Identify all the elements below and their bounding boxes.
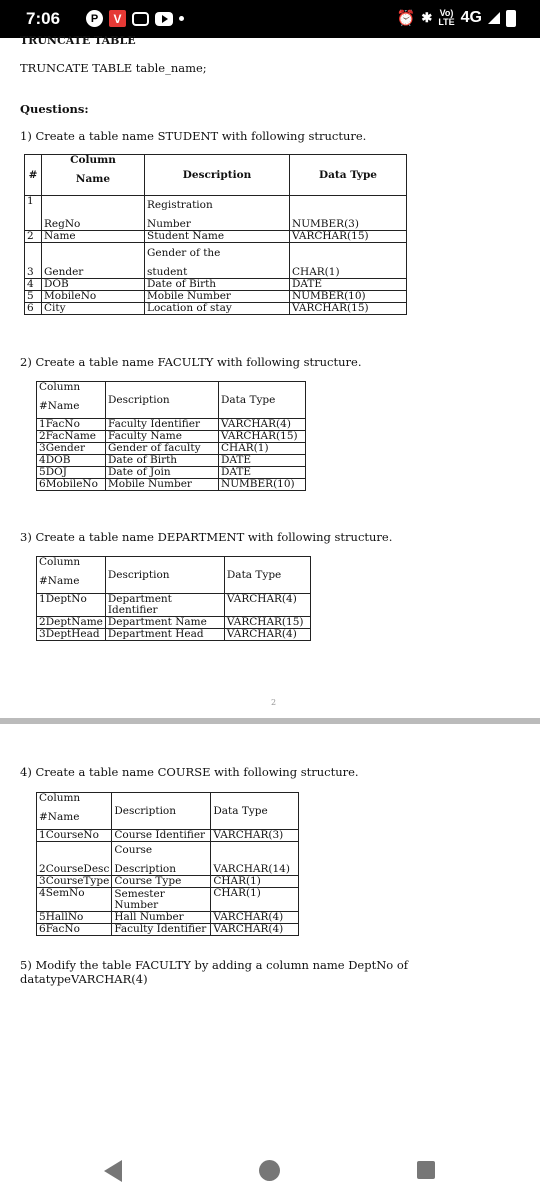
table-row: 5DOJ Date of Join DATE bbox=[37, 467, 306, 479]
page-number: 2 bbox=[271, 698, 277, 707]
system-icons bbox=[397, 9, 516, 27]
cut-heading: TRUNCATE TABLE bbox=[20, 34, 136, 47]
question-3: 3) Create a table name DEPARTMENT with following structure. bbox=[20, 530, 393, 544]
department-table bbox=[36, 556, 311, 641]
table-row: 6MobileNo Mobile Number NUMBER(10) bbox=[37, 479, 306, 491]
question-5-line-1: 5) Modify the table FACULTY by adding a column name DeptNo of bbox=[20, 958, 409, 972]
table-header-row: Column #Name Description Data Type bbox=[37, 557, 311, 594]
syntax-line: TRUNCATE TABLE table_name; bbox=[20, 61, 207, 75]
more-notifications-dot-icon bbox=[179, 16, 184, 21]
table-row: 3Gender Gender of faculty CHAR(1) bbox=[37, 443, 306, 455]
table-row: 3 Gender Gender of the student CHAR(1) bbox=[25, 243, 407, 279]
questions-heading: Questions: bbox=[20, 102, 89, 116]
table-row: 1DeptNo Department Identifier VARCHAR(4) bbox=[37, 594, 311, 617]
navigation-bar bbox=[0, 1140, 540, 1200]
alarm-icon: ⏰ bbox=[396, 10, 416, 27]
table-row: 4SemNo Semester Number CHAR(1) bbox=[37, 888, 299, 912]
table-row: 2DeptName Department Name VARCHAR(15) bbox=[37, 617, 311, 629]
recent-apps-icon[interactable] bbox=[417, 1161, 435, 1179]
table-row: 6 City Location of stay VARCHAR(15) bbox=[25, 303, 407, 315]
youtube-icon bbox=[155, 12, 173, 26]
back-icon[interactable] bbox=[104, 1160, 122, 1182]
table-row: 3CourseType Course Type CHAR(1) bbox=[37, 876, 299, 888]
clock: 7:06 bbox=[26, 9, 61, 28]
question-2: 2) Create a table name FACULTY with following structure. bbox=[20, 355, 362, 369]
faculty-table bbox=[36, 381, 306, 491]
table-row: 3DeptHead Department Head VARCHAR(4) bbox=[37, 629, 311, 641]
status-bar bbox=[0, 0, 540, 38]
table-row: 1CourseNo Course Identifier VARCHAR(3) bbox=[37, 830, 299, 842]
table-row: 2CourseDesc Course Description VARCHAR(14) bbox=[37, 842, 299, 876]
table-row: 6FacNo Faculty Identifier VARCHAR(4) bbox=[37, 924, 299, 936]
network-type: 4G bbox=[460, 9, 482, 26]
table-row: 1 RegNo Registration Number NUMBER(3) bbox=[25, 196, 407, 231]
notification-icons bbox=[86, 10, 184, 27]
table-row: 4 DOB Date of Birth DATE bbox=[25, 279, 407, 291]
table-header-row: Column #Name Description Data Type bbox=[37, 793, 299, 830]
question-5-line-2: datatypeVARCHAR(4) bbox=[20, 972, 148, 986]
table-row: 5 MobileNo Mobile Number NUMBER(10) bbox=[25, 291, 407, 303]
question-1: 1) Create a table name STUDENT with following structure. bbox=[20, 129, 367, 143]
table-row: 4DOB Date of Birth DATE bbox=[37, 455, 306, 467]
signal-icon bbox=[488, 12, 500, 24]
v-app-icon: V bbox=[109, 10, 126, 27]
page-divider bbox=[0, 718, 540, 724]
home-icon[interactable] bbox=[259, 1160, 280, 1181]
mail-icon bbox=[132, 12, 149, 26]
table-header-row: # Column Name Description Data Type bbox=[25, 155, 407, 196]
battery-icon bbox=[506, 10, 516, 27]
question-4: 4) Create a table name COURSE with following structure. bbox=[20, 765, 359, 779]
table-row: 5HallNo Hall Number VARCHAR(4) bbox=[37, 912, 299, 924]
student-table bbox=[24, 154, 407, 315]
course-table bbox=[36, 792, 299, 936]
table-row: 2 Name Student Name VARCHAR(15) bbox=[25, 231, 407, 243]
volte-icon: Vo) LTE bbox=[438, 8, 455, 27]
vibrate-icon: ✱ bbox=[421, 10, 433, 25]
table-row: 2FacName Faculty Name VARCHAR(15) bbox=[37, 431, 306, 443]
pinterest-icon: P bbox=[86, 10, 103, 27]
table-header-row: Column #Name Description Data Type bbox=[37, 382, 306, 419]
table-row: 1FacNo Faculty Identifier VARCHAR(4) bbox=[37, 419, 306, 431]
